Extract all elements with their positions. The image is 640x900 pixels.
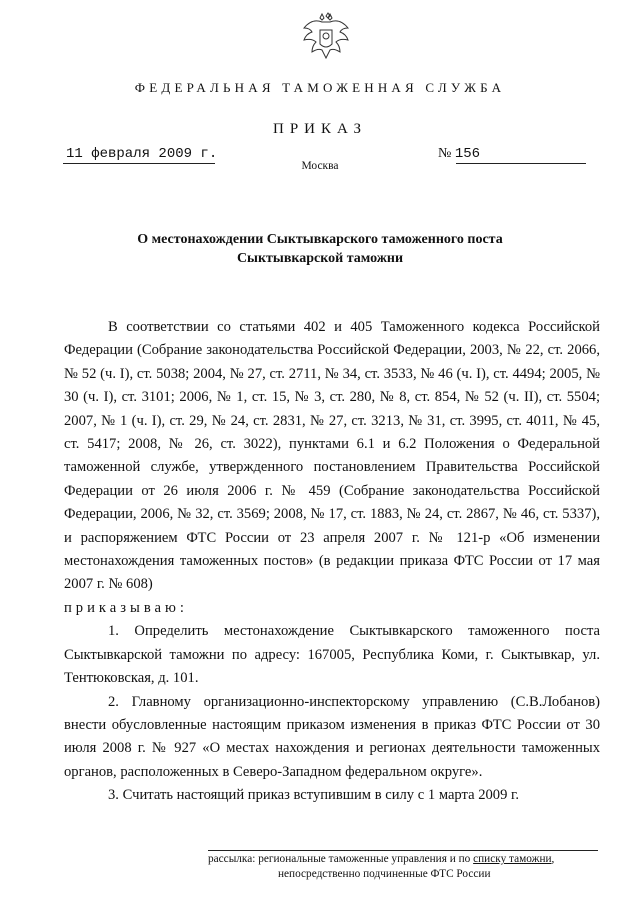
- order-item-2: 2. Главному организационно-инспекторскому управлению (С.В.Лобанов) внести обусловленные настоящим приказом изменения в приказ ФТС России от 30 июля 2008 г. № 927 «О местах нахождения и регионах деятельности таможенных органов, расположенных в Северо-Западном федеральном округе».: [64, 693, 600, 780]
- title-line-1: О местонахождении Сыктывкарского таможенного поста: [137, 232, 503, 247]
- document-title: [60, 230, 580, 268]
- preamble-paragraph: В соответствии со статьями 402 и 405 Таможенного кодекса Российской Федерации (Собрание законодательства Российской Федерации, 2003, № 22, ст. 2066, № 52 (ч. I), ст. 5038; 2004, № 27, ст. 2711, № 34, ст. 3533, № 46 (ч. I), ст. 4494; 2005, № 30 (ч. I), ст. 3101; 2006, № 1, ст. 15, № 3, ст. 280, № 8, ст. 854, № 52 (ч. II), ст. 5504; 2007, № 1 (ч. I), ст. 29, № 24, ст. 2831, № 27, ст. 3213, № 31, ст. 3995, ст. 4011, № 45, ст. 5417; 2008, № 26, ст. 3022), пунктами 6.1 и 6.2 Положения о Федеральной таможенной службе, утвержденного постановлением Правительства Российской Федерации от 26 июля 2006 г. № 459 (Собрание законодательства Российской Федерации, 2006, № 32, ст. 3569; 2008, № 17, ст. 1883, № 24, ст. 2867, № 46, ст. 5337), и распоряжением ФТС России от 23 апреля 2007 г. № 121-р «Об изменении местонахождения таможенных постов» (в редакции приказа ФТС России от 17 мая 2007 г. № 608): [64, 319, 600, 593]
- city: Москва: [301, 160, 339, 172]
- title-line-2: Сыктывкарской таможни: [236, 251, 404, 266]
- order-item-1: 1. Определить местонахождение Сыктывкарского таможенного поста Сыктывкарской таможни по адресу: 167005, Республика Коми, г. Сыктывкар, ул. Тентюковская, д. 101.: [64, 623, 600, 687]
- order-word: приказываю:: [64, 599, 188, 616]
- document-type: ПРИКАЗ: [273, 121, 367, 137]
- coat-of-arms-icon: [298, 12, 354, 64]
- number-label: №: [438, 146, 452, 161]
- order-date: 11 февраля 2009 г.: [66, 146, 218, 162]
- mailing-line-1: рассылка: региональные таможенные управления и по списку таможни,: [208, 850, 598, 867]
- mailing-list: [208, 850, 598, 882]
- document-body: [64, 316, 600, 808]
- mailing-list-link: списку таможни: [473, 853, 552, 865]
- number-value: 156: [454, 146, 481, 162]
- mailing-line-2: непосредственно подчиненные ФТС России: [278, 868, 491, 880]
- agency-name: ФЕДЕРАЛЬНАЯ ТАМОЖЕННАЯ СЛУЖБА: [134, 80, 506, 95]
- order-item-3: 3. Считать настоящий приказ вступившим в силу с 1 марта 2009 г.: [108, 787, 520, 804]
